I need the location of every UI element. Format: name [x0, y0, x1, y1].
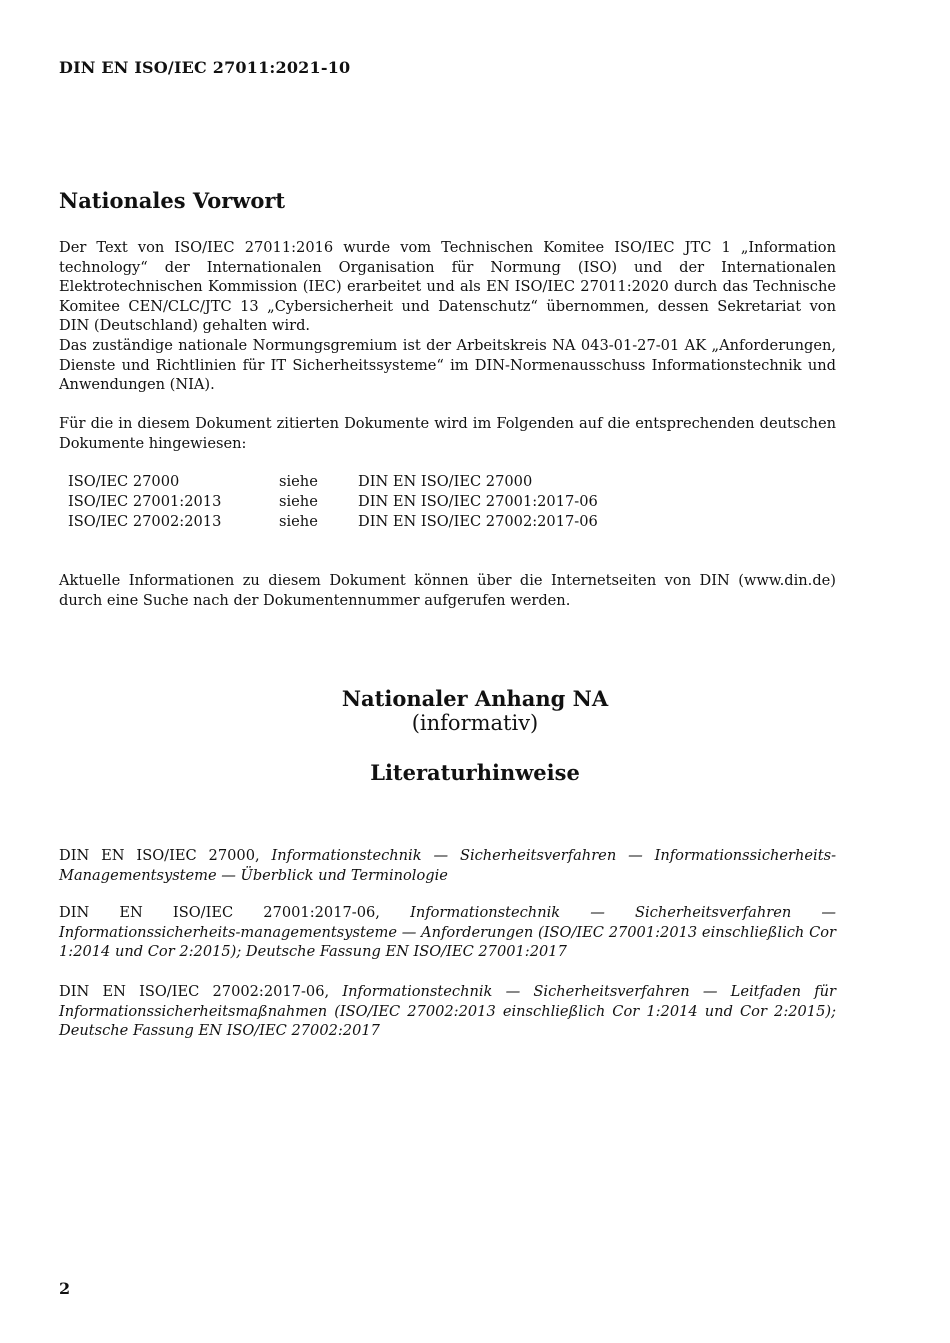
bibliography-title: Informationstechnik — Sicherheitsverfahren — Informationssicherheits-managementsysteme — Anforderungen (ISO/IEC 27001:2013 einschließlich Cor 1:2014 und Cor 2:2015); Deutsche Fassung EN ISO/IEC 27001:2017: [59, 904, 836, 960]
foreword-paragraph-3: Für die in diesem Dokument zitierten Dokumente wird im Folgenden auf die entsprechenden deutschen Dokumente hingewiesen:: [59, 415, 836, 452]
reference-row: [68, 512, 598, 532]
document-identifier: DIN EN ISO/IEC 27011:2021-10: [59, 58, 351, 77]
reference-target: DIN EN ISO/IEC 27002:2017-06: [358, 513, 598, 530]
bibliography-entry: [59, 982, 836, 1041]
foreword-paragraph-2: Das zuständige nationale Normungsgremium ist der Arbeitskreis NA 043-01-27-01 AK „Anforderungen, Dienste und Richtlinien für IT Sicherheitssysteme“ im DIN-Normenausschuss Informationstechnik und Anwendungen (NIA).: [59, 337, 836, 393]
annex-subtitle: (informativ): [411, 711, 539, 735]
foreword-title: Nationales Vorwort: [59, 188, 286, 213]
reference-source: ISO/IEC 27001:2013: [68, 493, 222, 510]
bibliography-ref: DIN EN ISO/IEC 27000,: [59, 847, 260, 864]
foreword-paragraph-1: Der Text von ISO/IEC 27011:2016 wurde vom Technischen Komitee ISO/IEC JTC 1 „Information technology“ der Internationalen Organisation für Normung (ISO) und der Internationalen Elektrotechnischen Kommission (IEC) erarbeitet und als EN ISO/IEC 27011:2020 durch das Technische Komitee CEN/CLC/JTC 13 „Cybersicherheit und Datenschutz“ übernommen, dessen Sekretariat von DIN (Deutschland) gehalten wird.: [59, 239, 836, 334]
reference-row: [68, 492, 598, 512]
annex-title: Nationaler Anhang NA: [341, 686, 609, 711]
bibliography-entry: [59, 846, 836, 885]
bibliography-ref: DIN EN ISO/IEC 27002:2017-06,: [59, 983, 330, 1000]
bibliography-title: Informationstechnik — Sicherheitsverfahren — Informationssicherheits-Managementsysteme — Überblick und Terminologie: [59, 847, 836, 884]
bibliography-heading: Literaturhinweise: [370, 760, 580, 785]
reference-target: DIN EN ISO/IEC 27001:2017-06: [358, 493, 598, 510]
reference-source: ISO/IEC 27000: [68, 473, 180, 490]
reference-row: [68, 472, 598, 492]
bibliography-ref: DIN EN ISO/IEC 27001:2017-06,: [59, 904, 380, 921]
reference-table: [68, 472, 598, 532]
reference-see: siehe: [279, 473, 318, 490]
bibliography-entry: [59, 903, 836, 962]
page-number: 2: [59, 1279, 71, 1298]
bibliography-title: Informationstechnik — Sicherheitsverfahren — Leitfaden für Informationssicherheitsmaßnahmen (ISO/IEC 27002:2013 einschließlich Cor 1:2014 und Cor 2:2015); Deutsche Fassung EN ISO/IEC 27002:2017: [59, 983, 836, 1039]
reference-see: siehe: [279, 513, 318, 530]
reference-source: ISO/IEC 27002:2013: [68, 513, 222, 530]
reference-target: DIN EN ISO/IEC 27000: [358, 473, 533, 490]
reference-see: siehe: [279, 493, 318, 510]
foreword-paragraph-4: Aktuelle Informationen zu diesem Dokument können über die Internetseiten von DIN (www.din.de) durch eine Suche nach der Dokumentennummer aufgerufen werden.: [59, 572, 836, 609]
